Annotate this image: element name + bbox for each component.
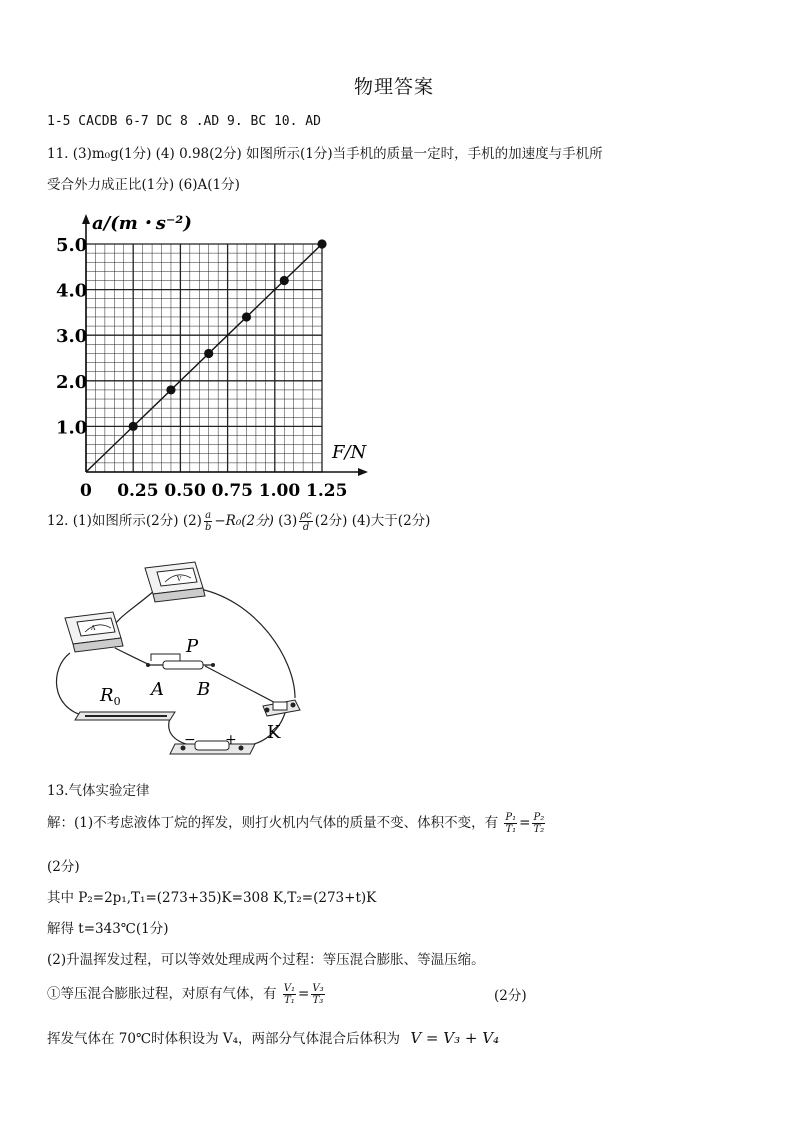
circuit-diagram — [45, 548, 315, 763]
q13-score2: (2分) — [494, 988, 527, 1004]
eq1-right — [532, 812, 545, 835]
q13-part2: (2)升温挥发过程，可以等效处理成两个过程：等压混合膨胀、等温压缩。 — [47, 952, 485, 968]
data-point — [166, 385, 175, 394]
frac-num: ρc — [300, 510, 312, 521]
q11-line1: 11. (3)m₀g(1分) (4) 0.98(2分) 如图所示(1分)当手机的质量一定时，手机的加速度与手机所 — [47, 146, 603, 162]
q12-p2-tail: −R₀(2分) — [214, 513, 274, 529]
frac-den: T₃ — [312, 995, 324, 1006]
q11-line2: 受合外力成正比(1分) (6)A(1分) — [47, 177, 240, 193]
voltmeter — [145, 562, 205, 602]
label-b: B — [197, 679, 211, 700]
chart-y-label: a/(m・s⁻²) — [92, 213, 192, 234]
q12-p3-tail: (2分) — [314, 513, 348, 529]
data-point — [204, 349, 213, 358]
q13-line4-text: 挥发气体在 70℃时体积设为 V₄，两部分气体混合后体积为 — [47, 1031, 401, 1047]
acceleration-force-chart — [40, 205, 380, 500]
switch-k — [263, 700, 300, 716]
x-tick-label: 1.25 — [306, 481, 348, 500]
chart-ticks — [56, 235, 347, 500]
q13-score1: (2分) — [47, 859, 80, 875]
data-point — [242, 312, 251, 321]
q13-heading: 13.气体实验定律 — [47, 783, 150, 799]
q13-part2-1: ①等压混合膨胀过程，对原有气体，有 $\frac{\text{V₁}}{\text{T₁}}$ = $\frac{\text{V₃}}{\text{T₃}}$ — [47, 983, 324, 1006]
data-point — [129, 422, 138, 431]
battery-minus: − — [184, 732, 196, 748]
q13-solve: 解得 t=343℃(1分) — [47, 921, 169, 937]
q13-part2-1-text: ①等压混合膨胀过程，对原有气体，有 — [47, 986, 277, 1002]
y-tick-label: 1.0 — [56, 417, 88, 439]
data-point — [317, 239, 326, 248]
data-point — [280, 276, 289, 285]
eq2-left — [283, 983, 296, 1006]
eq2-right — [311, 983, 324, 1006]
q13-line1: 解：(1)不考虑液体丁烷的挥发，则打火机内气体的质量不变、体积不变，有 $\frac{\text{P₁}}{\text{T₁}}$ = $\frac{\text{P₂}}{\text{T₂}}$ — [47, 812, 545, 835]
q12-p4: (4)大于(2分) — [351, 513, 431, 529]
ammeter — [65, 612, 123, 652]
q13-where: 其中 P₂=2p₁,T₁=(273+35)K=308 K,T₂=(273+t)K — [47, 890, 377, 906]
y-tick-label: 2.0 — [56, 371, 88, 393]
ammeter-label: A — [91, 625, 96, 632]
x-axis-arrow — [358, 468, 368, 476]
y-tick-label: 5.0 — [56, 235, 88, 256]
label-r0-sub: 0 — [113, 695, 121, 708]
label-r0-main: R — [100, 685, 114, 706]
mc-answers: 1-5 CACDB 6-7 DC 8 .AD 9. BC 10. AD — [47, 114, 321, 129]
label-r0 — [99, 685, 121, 708]
frac-num: P₂ — [533, 812, 545, 823]
frac-den: b — [204, 522, 212, 533]
label-a: A — [151, 679, 164, 700]
frac-den: T₁ — [505, 824, 517, 835]
q12-frac-ab — [204, 510, 212, 533]
frac-num: V₁ — [283, 983, 296, 994]
chart-x-label: F/N — [332, 442, 367, 463]
x-tick-label: 0.75 — [211, 481, 254, 500]
y-tick-label: 4.0 — [56, 280, 88, 302]
frac-den: T₁ — [284, 995, 295, 1006]
q13-line4-eq: V = V₃ + V₄ — [410, 1029, 500, 1047]
voltmeter-label: V — [177, 576, 182, 583]
frac-num: P₁ — [505, 812, 517, 823]
q13-line1-text: 解：(1)不考虑液体丁烷的挥发，则打火机内气体的质量不变、体积不变，有 — [47, 815, 499, 831]
resistance-wire-ab — [146, 654, 215, 669]
frac-num: a — [205, 510, 212, 521]
x-tick-label: 0.50 — [164, 481, 206, 500]
q13-line4 — [47, 1029, 499, 1048]
battery-plus: + — [225, 732, 237, 748]
q12-line — [47, 510, 430, 533]
y-axis-arrow — [82, 214, 90, 224]
label-k: K — [267, 722, 281, 743]
y-tick-label: 3.0 — [56, 326, 88, 348]
x-tick-label: 1.00 — [258, 481, 301, 500]
frac-den: d — [302, 522, 310, 533]
frac-den: T₂ — [533, 824, 545, 835]
x-tick-label: 0.25 — [117, 481, 159, 500]
eq1-left — [504, 812, 517, 835]
frac-num: V₃ — [312, 983, 324, 994]
page-title: 物理答案 — [354, 76, 435, 98]
q12-p3-label: (3) — [278, 513, 298, 529]
q12-prefix: 12. (1)如图所示(2分) — [47, 513, 179, 529]
resistor-r0 — [75, 712, 175, 720]
label-p: P — [186, 636, 199, 657]
x-tick-label: 0 — [80, 481, 92, 500]
q12-p2-label: (2) — [182, 513, 202, 529]
q12-frac-pcd — [299, 510, 312, 533]
